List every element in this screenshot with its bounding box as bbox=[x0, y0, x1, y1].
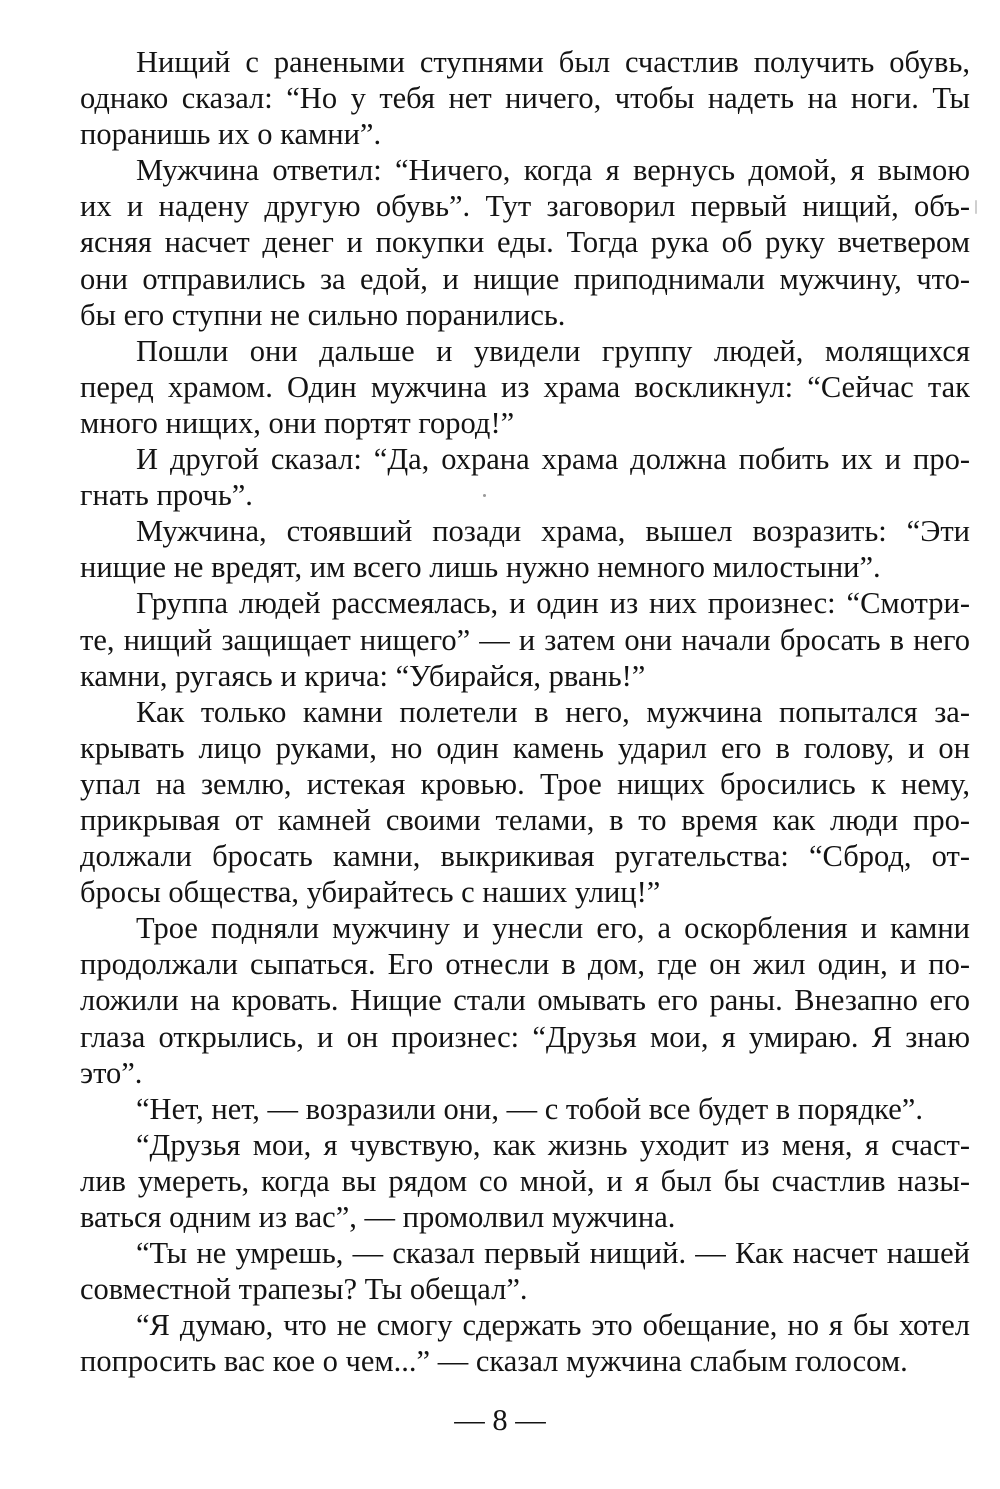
text-line: это”. bbox=[80, 1055, 143, 1090]
text-line: перед храмом. Один мужчина из храма воскликнул: “Сейчас так bbox=[80, 369, 970, 404]
scan-speck bbox=[975, 200, 977, 214]
text-line: ясняя насчет денег и покупки еды. Тогда рука об руку вчетвером bbox=[80, 225, 970, 260]
text-line: Нищий с ранеными ступнями был счастлив получить обувь, bbox=[136, 45, 970, 79]
text-line: Группа людей рассмеялась, и один из них произнес: “Смотри- bbox=[136, 586, 970, 621]
text-line: “Ты не умрешь, — сказал первый нищий. — Как насчет нашей bbox=[136, 1236, 970, 1271]
text-line: они отправились за едой, и нищие приподнимали мужчину, что- bbox=[80, 261, 970, 296]
text-line: глаза открылись, и он произнес: “Друзья мои, я умираю. Я знаю bbox=[80, 1019, 970, 1054]
text-line: поранишь их о камни”. bbox=[80, 117, 382, 152]
text-line: гнать прочь”. bbox=[80, 478, 253, 513]
text-line: “Нет, нет, — возразили они, — с тобой все будет в порядке”. bbox=[136, 1091, 923, 1126]
text-line: И другой сказал: “Да, охрана храма должна побить их и про- bbox=[136, 442, 970, 477]
text-line: Пошли они дальше и увидели группу людей, молящихся bbox=[136, 333, 970, 368]
text-line: камни, ругаясь и крича: “Убирайся, рвань!” bbox=[80, 658, 646, 693]
text-line: попросить вас кое о чем...” — сказал мужчина слабым голосом. bbox=[80, 1344, 908, 1379]
text-line: однако сказал: “Но у тебя нет ничего, чтобы надеть на ноги. Ты bbox=[80, 81, 970, 116]
text-line: нищие не вредят, им всего лишь нужно немного милостыни”. bbox=[80, 550, 881, 585]
text-line: бы его ступни не сильно поранились. bbox=[80, 297, 566, 332]
scan-speck bbox=[483, 494, 486, 497]
text-line: “Друзья мои, я чувствую, как жизнь уходит из меня, я счаст- bbox=[136, 1127, 970, 1162]
text-line: те, нищий защищает нищего” — и затем они начали бросать в него bbox=[80, 622, 970, 657]
text-line: бросы общества, убирайтесь с наших улиц!” bbox=[80, 875, 661, 910]
text-line: продолжали сыпаться. Его отнесли в дом, где он жил один, и по- bbox=[80, 947, 970, 982]
text-line: должали бросать камни, выкрикивая ругательства: “Сброд, от- bbox=[80, 839, 970, 874]
text-line: их и надену другую обувь”. Тут заговорил первый нищий, объ- bbox=[80, 189, 970, 224]
text-line: ложили на кровать. Нищие стали омывать его раны. Внезапно его bbox=[80, 983, 970, 1018]
text-line: Трое подняли мужчину и унесли его, а оскорбления и камни bbox=[136, 911, 970, 946]
text-line: упал на землю, истекая кровью. Трое нищих бросились к нему, bbox=[80, 766, 970, 801]
text-line: Мужчина ответил: “Ничего, когда я вернусь домой, я вымою bbox=[136, 153, 970, 188]
text-line: “Я думаю, что не смогу сдержать это обещание, но я бы хотел bbox=[136, 1308, 970, 1343]
text-line: прикрывая от камней своими телами, в то время как люди про- bbox=[80, 802, 970, 837]
text-line: ваться одним из вас”, — промолвил мужчина. bbox=[80, 1200, 676, 1234]
text-line: Как только камни полетели в него, мужчина попытался за- bbox=[136, 694, 970, 729]
text-line: совместной трапезы? Ты обещал”. bbox=[80, 1272, 528, 1307]
text-line: лив умереть, когда вы рядом со мной, и я был бы счастлив назы- bbox=[80, 1163, 970, 1198]
page-number: — 8 — bbox=[454, 1403, 546, 1437]
text-line: Мужчина, стоявший позади храма, вышел возразить: “Эти bbox=[136, 514, 970, 549]
page-body-text bbox=[80, 44, 970, 1379]
text-line: много нищих, они портят город!” bbox=[80, 405, 515, 440]
text-line: крывать лицо руками, но один камень ударил его в голову, и он bbox=[80, 730, 970, 765]
